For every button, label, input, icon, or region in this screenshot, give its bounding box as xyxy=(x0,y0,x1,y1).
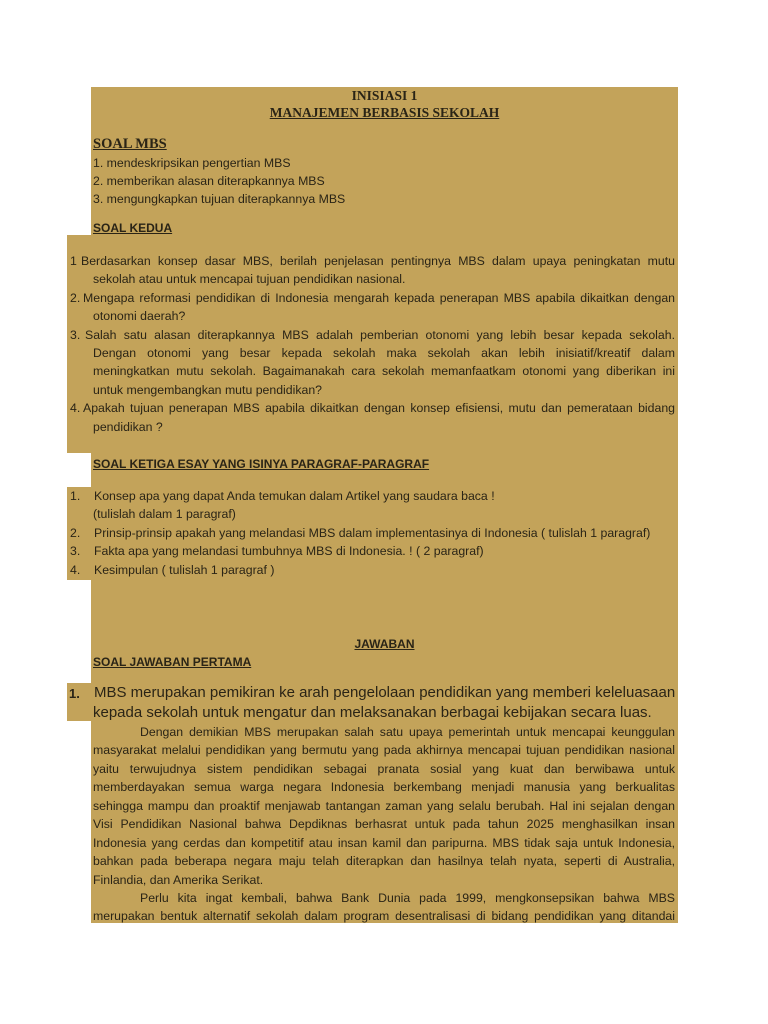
list-item-number: 3. xyxy=(70,328,81,342)
list-item-text: otonomi daerah? xyxy=(93,309,186,323)
list-item-number: 2. xyxy=(70,526,81,540)
answer-paragraph-line: Visi Pendidikan Nasional bahwa Depdiknas berhasrat untuk pada tahun 2025 menghasilkan insan xyxy=(93,817,675,831)
list-item-text: Konsep apa yang dapat Anda temukan dalam Artikel yang saudara baca ! xyxy=(94,489,495,503)
list-item-text: Mengapa reformasi pendidikan di Indonesia mengarah kepada penerapan MBS apabila dikaitkan dengan xyxy=(83,291,675,305)
answer-paragraph-line: memberdayakan semua warga negara Indonesia berkembang menjadi manusia yang berkualitas xyxy=(93,780,675,794)
list-item-number: 3. xyxy=(70,544,81,558)
list-item-number: 4. xyxy=(70,563,81,577)
list-item-text: untuk mengembangkan mutu pendidikan? xyxy=(93,383,323,397)
list-item-note: (tulislah dalam 1 paragraf) xyxy=(93,507,236,521)
section-heading-jawaban: JAWABAN xyxy=(354,637,415,651)
answer-paragraph-line: Perlu kita ingat kembali, bahwa Bank Dunia pada 1999, mengkonsepsikan bahwa MBS xyxy=(140,891,675,905)
list-item-number: 1 xyxy=(70,254,77,268)
list-item-number: 1. xyxy=(70,489,81,503)
list-item: 3. mengungkapkan tujuan diterapkannya MBS xyxy=(93,192,346,206)
answer-paragraph-line: Dengan demikian MBS merupakan salah satu upaya pemerintah untuk mencapai keunggulan xyxy=(140,725,675,739)
page-subtitle: MANAJEMEN BERBASIS SEKOLAH xyxy=(269,105,500,120)
list-item-text: meningkatkan mutu sekolah. Bagaimanakah cara sekolah memanfaatkam otonomi yang diberikan ini xyxy=(93,364,675,378)
answer-paragraph-line: yaitu terwujudnya sistem pendidikan sebagai pranata sosial yang kuat dan berwibawa untuk xyxy=(93,762,675,776)
list-item-text: Fakta apa yang melandasi tumbuhnya MBS di Indonesia. ! ( 2 paragraf) xyxy=(94,544,484,558)
list-item-text: Salah satu alasan diterapkannya MBS adalah pemberian otonomi yang lebih besar kepada sekolah. xyxy=(85,328,675,342)
list-item-text: Prinsip-prinsip apakah yang melandasi MBS dalam implementasinya di Indonesia ( tulislah 1 paragraf) xyxy=(94,526,651,540)
list-item: 1. mendeskripsikan pengertian MBS xyxy=(93,156,291,170)
section-heading-soal-mbs: SOAL MBS xyxy=(93,136,167,152)
answer-paragraph-line: Finlandia, dan Amerika Serikat. xyxy=(93,873,264,887)
list-item-text: Kesimpulan ( tulislah 1 paragraf ) xyxy=(94,563,275,577)
section-subheading-soal-jawaban-pertama: SOAL JAWABAN PERTAMA xyxy=(93,655,252,669)
list-item-number: 4. xyxy=(70,401,81,415)
list-item-text: Dengan otonomi yang besar kepada sekolah maka sekolah akan lebih inisiatif/kreatif dalam xyxy=(93,346,675,360)
page-title: INISIASI 1 xyxy=(351,88,418,103)
list-item-text: pendidikan ? xyxy=(93,420,163,434)
list-item-number: 2. xyxy=(70,291,81,305)
section-heading-soal-ketiga: SOAL KETIGA ESAY YANG ISINYA PARAGRAF-PARAGRAF xyxy=(93,457,430,471)
answer-paragraph-line: bahkan pada beberapa negara maju telah diterapkan dan hasilnya telah nyata, seperti di Australia, xyxy=(93,854,675,868)
list-item-text: Apakah tujuan penerapan MBS apabila dikaitkan dengan konsep efisiensi, mutu dan pemerataan bidang xyxy=(83,401,675,415)
section-heading-soal-kedua: SOAL KEDUA xyxy=(93,221,173,235)
answer-lead-text: MBS merupakan pemikiran ke arah pengelolaan pendidikan yang memberi keleluasaan xyxy=(94,684,676,701)
answer-lead-text: kepada sekolah untuk mengatur dan melaksanakan berbagai kebijakan secara luas. xyxy=(93,704,652,721)
answer-paragraph-line: merupakan bentuk alternatif sekolah dalam program desentralisasi di bidang pendidikan yang ditandai xyxy=(93,909,675,923)
answer-paragraph-line: sehingga mampu dan proaktif menjawab tantangan zaman yang selalu berubah. Hal ini sejalan dengan xyxy=(93,799,675,813)
answer-paragraph-line: Indonesia yang cerdas dan kompetitif atau insan kamil dan paripurna. MBS tidak saja untuk Indonesia, xyxy=(93,836,675,850)
list-item-text: Berdasarkan konsep dasar MBS, berilah penjelasan pentingnya MBS dalam upaya peningkatan mutu xyxy=(81,254,675,268)
answer-paragraph-line: masyarakat melalui pendidikan yang bermutu yang pada akhirnya mencapai tujuan pendidikan nasional xyxy=(93,743,675,757)
answer-item-number: 1. xyxy=(69,686,80,701)
list-item: 2. memberikan alasan diterapkannya MBS xyxy=(93,174,325,188)
list-item-text: sekolah atau untuk mencapai tujuan pendidikan nasional. xyxy=(93,272,406,286)
